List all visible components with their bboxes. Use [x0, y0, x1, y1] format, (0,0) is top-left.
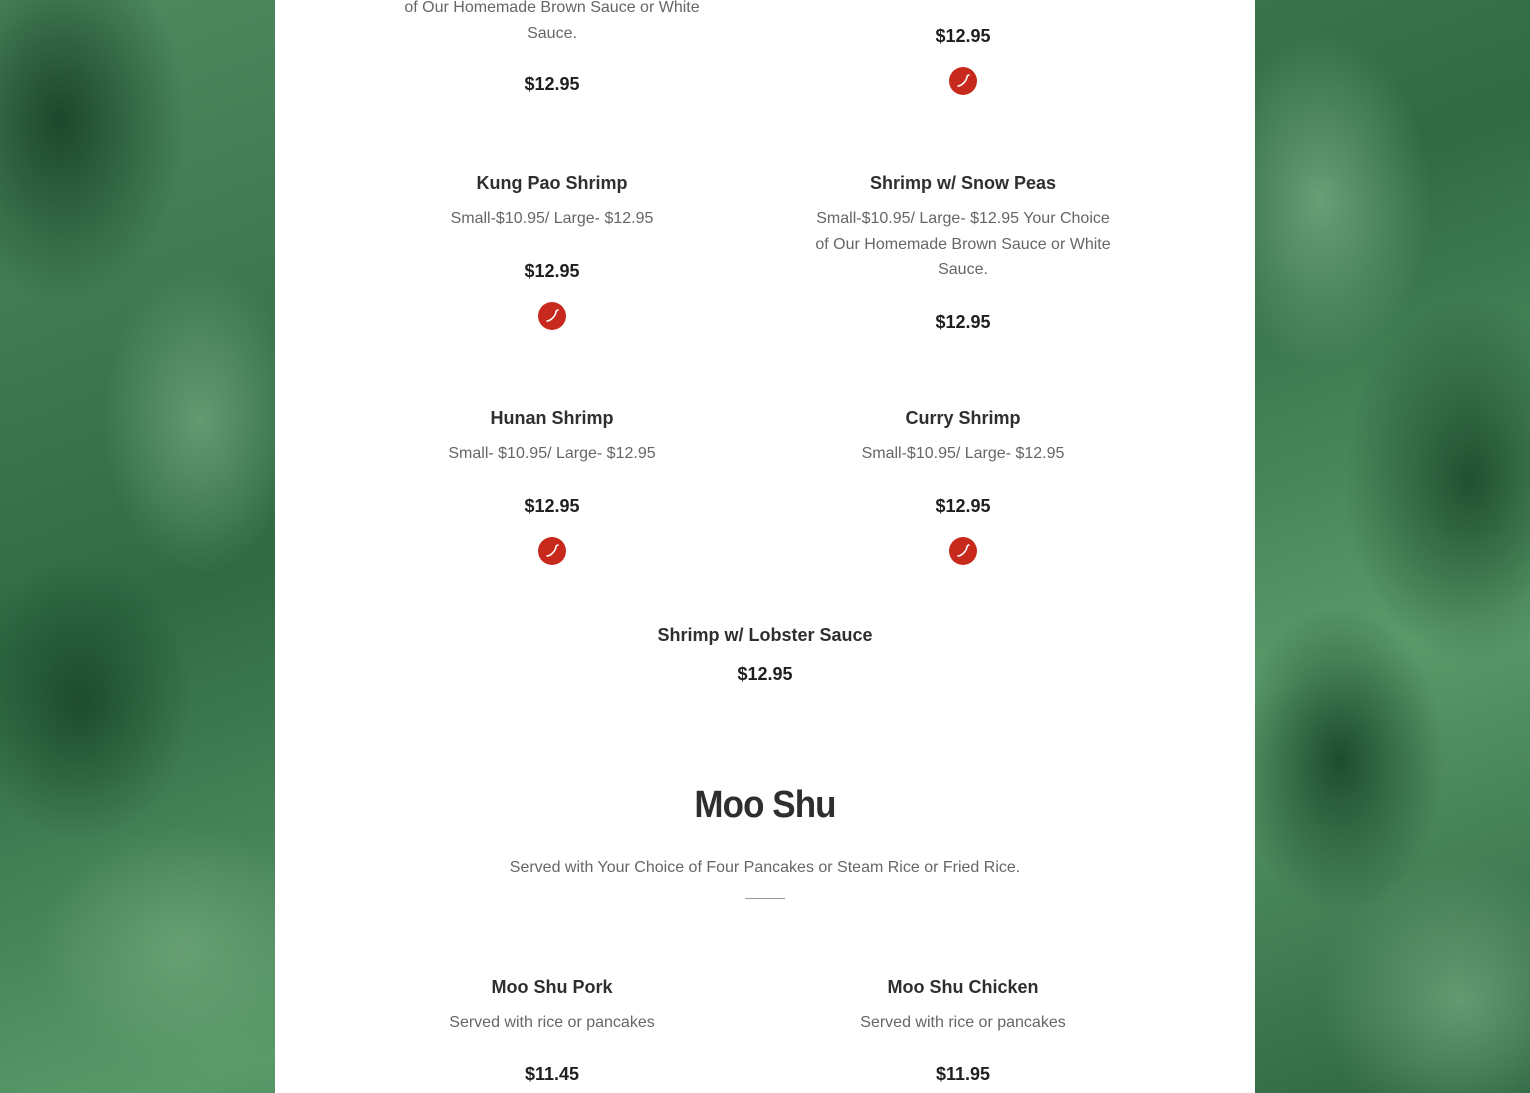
item-name: Curry Shrimp	[905, 408, 1021, 428]
item-name: Kung Pao Shrimp	[476, 173, 628, 193]
item-price: $11.45	[524, 1063, 580, 1084]
chili-pepper-icon	[538, 302, 566, 330]
item-description: of Our Homemade Brown Sauce or White Sauce.	[404, 0, 700, 42]
menu-item	[392, 976, 712, 1085]
menu-item	[803, 172, 1123, 333]
item-description: Small-$10.95/ Large- $12.95	[861, 445, 1065, 462]
menu-item	[392, 407, 712, 570]
item-price: $12.95	[524, 495, 580, 516]
menu-item	[803, 976, 1123, 1085]
item-description: Small-$10.95/ Large- $12.95	[450, 210, 654, 227]
chili-pepper-icon	[949, 537, 977, 565]
item-price: $12.95	[935, 495, 991, 516]
menu-item	[392, 0, 712, 95]
item-description: Served with rice or pancakes	[449, 1014, 655, 1031]
item-name: Shrimp w/ Snow Peas	[869, 173, 1057, 193]
item-description: Small- $10.95/ Large- $12.95	[448, 445, 656, 462]
menu-item	[392, 172, 712, 335]
menu-item	[605, 624, 925, 685]
item-price: $12.95	[935, 26, 991, 46]
section-divider	[745, 898, 785, 899]
menu-item	[803, 25, 1123, 100]
item-price: $12.95	[524, 260, 580, 281]
menu-item	[803, 407, 1123, 570]
item-description: Served with rice or pancakes	[860, 1014, 1066, 1031]
chili-pepper-icon	[538, 537, 566, 565]
section-title: Moo Shu	[694, 784, 836, 826]
section-subtitle: Served with Your Choice of Four Pancakes or Steam Rice or Fried Rice.	[509, 859, 1021, 876]
item-price: $11.95	[935, 1063, 991, 1084]
item-price: $12.95	[737, 664, 793, 684]
item-name: Shrimp w/ Lobster Sauce	[657, 625, 873, 645]
item-price: $12.95	[935, 311, 991, 332]
chili-pepper-icon	[949, 67, 977, 95]
item-name: Moo Shu Chicken	[887, 977, 1039, 997]
item-name: Hunan Shrimp	[490, 408, 614, 428]
item-name: Moo Shu Pork	[491, 977, 613, 997]
menu-page	[275, 0, 1255, 1093]
item-description: Small-$10.95/ Large- $12.95 Your Choice of Our Homemade Brown Sauce or White Sauce.	[815, 210, 1111, 278]
item-price: $12.95	[524, 74, 580, 94]
